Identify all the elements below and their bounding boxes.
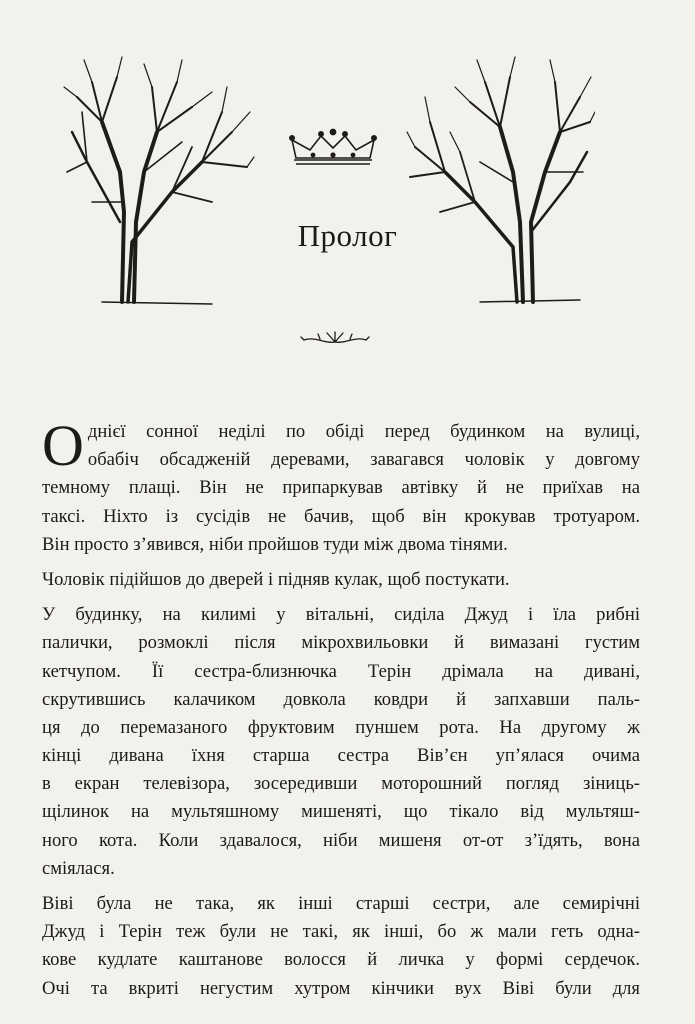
text-line: щілинок на мультяшному мишеняті, що тікало від мультяш-	[42, 801, 640, 823]
text-line: Чоловік підійшов до дверей і підняв кулак, щоб постукати.	[42, 568, 510, 590]
text-line: ця до перемазаного фруктовим пуншем рота. На другому ж	[42, 716, 640, 738]
text-line: кетчупом. Її сестра-близнючка Терін дрімала на дивані,	[42, 660, 640, 682]
chapter-title: Пролог	[297, 218, 398, 253]
text-line: обабіч обсадженій деревами, завагався чоловік у довгому	[87, 449, 640, 471]
text-line: днієї сонної неділі по обіді перед будинком на вулиці,	[87, 421, 640, 442]
paragraph-3	[42, 601, 640, 883]
text-line: темному плащі. Він не припаркував автівку й не приїхав на	[42, 477, 640, 499]
flourish-icon	[300, 330, 370, 346]
text-line: скрутившись калачиком довкола ковдри й запхавши паль-	[42, 688, 640, 710]
paragraph-1	[42, 413, 640, 559]
text-line: ного кота. Коли здавалося, ніби мишеня от-от з’їдять, вона	[42, 829, 640, 851]
text-line: Джуд і Терін теж були не такі, як інші, бо ж мали геть одна-	[42, 921, 640, 943]
text-line: сміялася.	[42, 857, 115, 879]
text-line: Він просто з’явився, ніби пройшов туди між двома тінями.	[42, 533, 508, 555]
crown-icon	[288, 128, 378, 168]
text-line: таксі. Ніхто із сусідів не бачив, щоб він крокував тротуаром.	[42, 505, 640, 527]
text-line: в екран телевізора, зосередивши моторошний погляд зіниць-	[42, 773, 640, 795]
text-line: палички, розмоклі після мікрохвильовки й вимазані густим	[42, 632, 640, 654]
text-line: Віві була не така, як інші старші сестри, але семирічні	[42, 893, 640, 914]
tree-right-icon	[405, 52, 595, 307]
text-line: У будинку, на килимі у вітальні, сиділа Джуд і їла рибні	[42, 604, 640, 626]
paragraph-4	[42, 890, 640, 1003]
body-text	[42, 413, 640, 1003]
tree-left-icon	[62, 52, 257, 307]
text-line: Очі та вкриті негустим хутром кінчики вух Віві були для	[42, 977, 640, 999]
paragraph-2	[42, 566, 640, 594]
text-line: кове кудлате каштанове волосся й личка у формі сердечок.	[42, 949, 640, 971]
drop-cap: О	[42, 413, 84, 478]
text-line: кінці дивана їхня старша сестра Вів’єн уп’ялася очима	[42, 745, 640, 767]
